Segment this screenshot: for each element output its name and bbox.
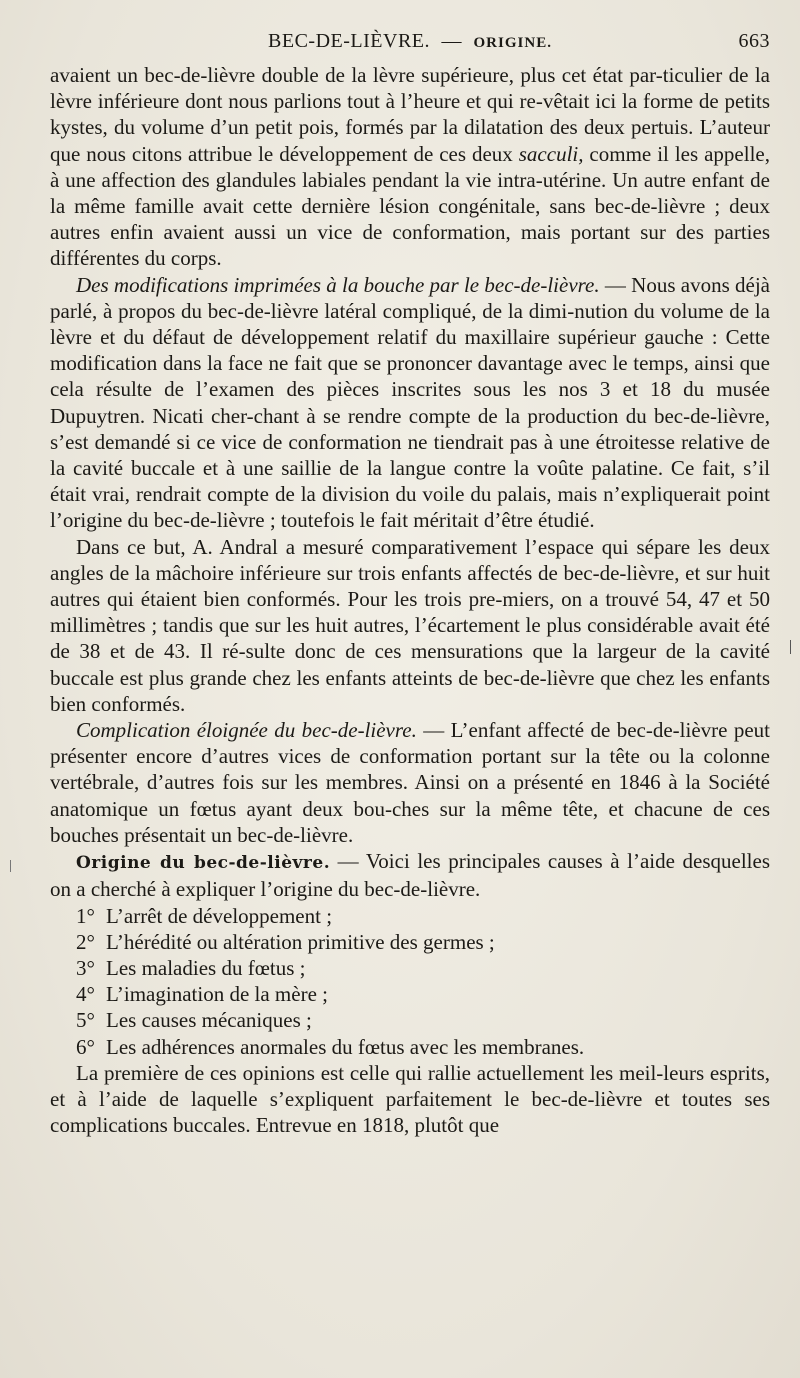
paragraph-italic-term: sacculi, [518, 141, 584, 166]
list-item [76, 955, 770, 981]
running-head-title: BEC-DE-LIÈVRE. [268, 30, 431, 52]
causes-list [50, 903, 770, 1060]
list-item [76, 1007, 770, 1033]
paragraph-text: — L’enfant affecté de bec-de-lièvre peut présenter encore d’autres vices de conformation portant sur la tête ou la colonne vertébrale, d’autres fois sur les membres. Ainsi on a présenté en 1846 à la Société anatomique un fœtus ayant deux bou-ches sur la même tête, et chacune de ces bouches présentait un bec-de-lièvre. [50, 718, 770, 847]
paragraph-text: comme il les appelle, à une affection des glandules labiales pendant la vie intra-utérine. Un autre enfant de la même famille avait cette dernière lésion congénitale, sans bec-de-lièvre ; deux autres enfin avaient aussi un vice de conformation, mais portant sur des parties différentes du corps. [50, 141, 770, 271]
list-item [76, 981, 770, 1007]
running-head-section: ORIGINE. [473, 35, 552, 51]
list-item [76, 1034, 770, 1060]
paragraph-modifications [50, 272, 770, 534]
page-number: 663 [738, 30, 770, 52]
paragraph-text: Dans ce but, A. Andral a mesuré comparativement l’espace qui sépare les deux angles de la mâchoire inférieure sur trois enfants affectés de bec-de-lièvre, et sur huit autres qui étaient bien conformés. Pour les trois pre-miers, on a trouvé 54, 47 et 50 millimètres ; tandis que sur les huit autres, l’écartement le plus considérable avait été de 38 et de 43. Il ré-sulte donc de ces mensurations que la largeur de la cavité buccale est plus grande chez les enfants atteints de bec-de-lièvre que chez les enfants bien conformés. [50, 534, 770, 716]
paragraph-text: — Voici les principales causes à l’aide desquelles on a cherché à expliquer l’origine du bec-de-lièvre. [50, 849, 770, 902]
paragraph-text: — Nous avons déjà parlé, à propos du bec-de-lièvre latéral compliqué, de la dimi-nution du volume de la lèvre et du défaut de développement relatif du maxillaire supérieur gauche : Cette modification dans la face ne fait que se prononcer davantage avec le temps, ainsi que cela résulte de l’examen des pièces inscrites sous les nos 3 et 18 du musée Dupuytren. Nicati cher-chant à se rendre compte de la production du bec-de-lièvre, s’est demandé si ce vice de conformation ne tiendrait pas à une étroitesse relative de la cavité buccale et à une saillie de la langue contre la voûte palatine. Ce fait, s’il était vrai, rendrait compte de la division du voile du palais, mais n’expliquerait point l’origine du bec-de-lièvre ; toutefois le fait méritait d’être étudié. [50, 272, 770, 533]
paragraph-text: La première de ces opinions est celle qui rallie actuellement les meil-leurs esprits, et à l’aide de laquelle s’expliquent parfaitement le bec-de-lièvre et toutes ses complications buccales. Entrevue en 1818, plutôt que [50, 1060, 770, 1138]
margin-mark [10, 860, 11, 872]
running-head [50, 30, 770, 62]
paragraph-text: avaient un bec-de-lièvre double de la lèvre supérieure, plus cet état par-ticulier de la lèvre inférieure dont nous parlions tout à l’heure et qui re-vêtait ici la forme de petits kystes, du volume d’un petit pois, formés par la dilatation des deux pertuis. L’auteur que nous citons attribue le développement de ces deux [50, 63, 770, 166]
paragraph-andral [50, 534, 770, 717]
list-item-number: 6° [76, 1034, 95, 1059]
paragraph-complication [50, 717, 770, 848]
body-text [50, 62, 770, 1138]
list-item-text: L’hérédité ou altération primitive des germes ; [106, 929, 495, 954]
section-heading-origine: Origine du bec-de-lièvre. [76, 853, 331, 874]
list-item-number: 1° [76, 903, 95, 928]
list-item-number: 3° [76, 955, 95, 980]
list-item-number: 5° [76, 1008, 95, 1033]
list-item-text: Les maladies du fœtus ; [106, 955, 306, 980]
list-item-text: L’arrêt de développement ; [106, 903, 333, 928]
paragraph-continuation [50, 62, 770, 272]
subsection-heading-modifications: Des modifications imprimées à la bouche par le bec-de-lièvre. [76, 272, 600, 297]
list-item-text: Les adhérences anormales du fœtus avec les membranes. [106, 1034, 585, 1059]
list-item-number: 4° [76, 982, 95, 1007]
paragraph-origine [50, 848, 770, 902]
list-item [76, 929, 770, 955]
list-item-number: 2° [76, 929, 95, 954]
list-item [76, 903, 770, 929]
running-head-separator: — [441, 30, 463, 52]
list-item-text: Les causes mécaniques ; [106, 1008, 312, 1033]
margin-mark [790, 640, 791, 654]
paragraph-premiere-opinion [50, 1060, 770, 1139]
subsection-heading-complication: Complication éloignée du bec-de-lièvre. [76, 718, 417, 743]
list-item-text: L’imagination de la mère ; [106, 982, 328, 1007]
